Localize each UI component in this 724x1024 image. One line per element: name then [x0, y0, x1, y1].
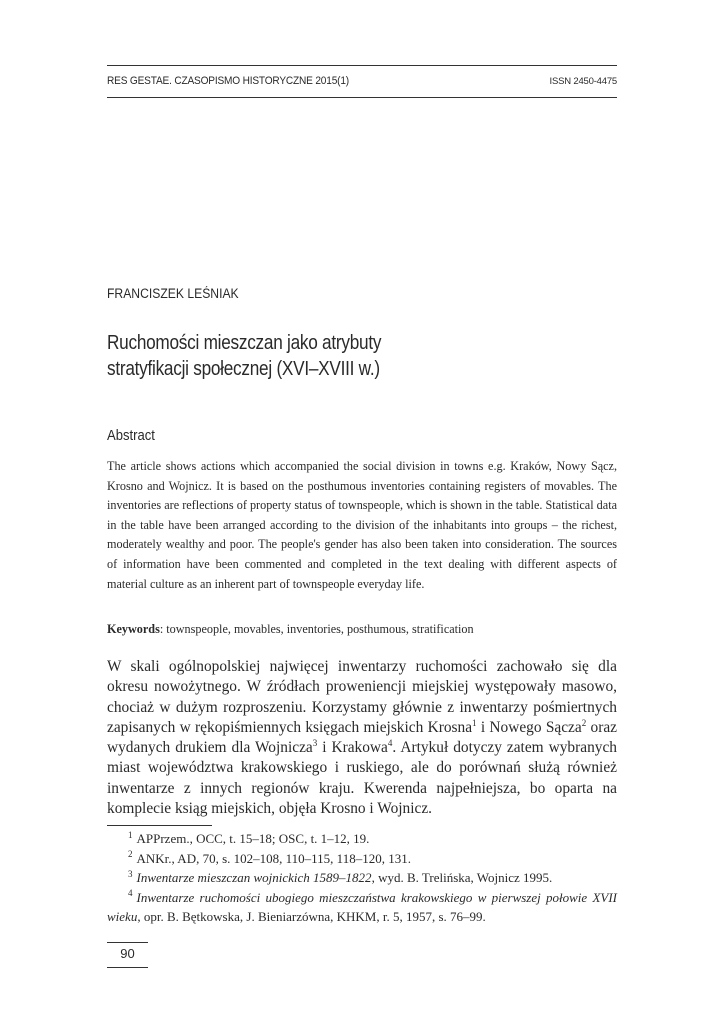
abstract-heading: Abstract: [107, 428, 155, 444]
page-number-bottom-rule: [107, 967, 148, 968]
footnote-ref-3[interactable]: 3: [312, 738, 318, 749]
footnote-1: [107, 829, 617, 849]
footnote-rule: [107, 825, 212, 826]
footnote-source-title: Inwentarze ruchomości ubogiego mieszczaństwa krakowskiego w pierwszej połowie XVII wieku: [107, 889, 617, 924]
footnote-source-title: Inwentarze mieszczan wojnickich 1589–1822: [136, 870, 372, 885]
footnote-number: 4: [128, 888, 133, 899]
footnote-text: APPrzem., OCC, t. 15–18; OSC, t. 1–12, 19.: [136, 831, 370, 846]
footnote-3: [107, 868, 617, 888]
body-text-5: . Artykuł dotyczy zatem wybranych miast województwa krakowskiego i ruskiego, ale do porównań służą również inwentarze z innych regionów kraju. Kwerenda najpełniejsza, bo oparta na komplecie ksiąg miejskich, objęła Krosno i Wojnicz.: [107, 739, 617, 818]
abstract-text: The article shows actions which accompanied the social division in towns e.g. Kraków, Nowy Sącz, Krosno and Wojnicz. It is based on the posthumous inventories containing registers of movables. The inventories are reflections of property status of townspeople, which is shown in the table. Statistical data in the table have been arranged according to the division of the inhabitants into groups – the richest, moderately wealthy and poor. The people's gender has also been taken into consideration. The sources of information have been commented and completed in the text dealing with different aspects of material culture as an inherent part of townspeople everyday life.: [107, 459, 617, 591]
header-bottom-rule: [107, 97, 617, 98]
footnotes: [107, 829, 617, 927]
footnote-4: [107, 888, 617, 927]
keywords-label: Keywords: [107, 622, 160, 636]
body-text-1: W skali ogólnopolskiej najwięcej inwentarzy ruchomości zachowało się dla okresu nowożytnego. W źródłach proweniencji miejskiej występowały masowo, chociaż w dużym rozproszeniu. Korzystamy głównie z inwentarzy pośmiertnych zapisanych w rękopiśmiennych księgach miejskich Krosna: [107, 658, 617, 736]
journal-title: RES GESTAE. CZASOPISMO HISTORYCZNE 2015(1): [107, 75, 349, 87]
page-number-top-rule: [107, 942, 148, 943]
title-line-1: Ruchomości mieszczan jako atrybuty: [107, 332, 382, 354]
keywords: [107, 620, 617, 639]
body-text-3: oraz wydanych drukiem dla Wojnicza: [107, 718, 617, 757]
body-text-2: i Nowego Sącza: [476, 718, 582, 736]
body-paragraph: [107, 657, 617, 819]
header-top-rule: [107, 65, 617, 66]
footnote-number: 3: [128, 868, 133, 879]
footnote-text: , opr. B. Bętkowska, J. Bieniarzówna, KHKM, r. 5, 1957, s. 76–99.: [137, 909, 486, 924]
keywords-text: : townspeople, movables, inventories, posthumous, stratification: [159, 622, 474, 636]
issn: ISSN 2450-4475: [549, 76, 617, 87]
body-text-4: i Krakowa: [317, 739, 388, 757]
footnote-text: , wyd. B. Trelińska, Wojnicz 1995.: [371, 870, 553, 885]
footnote-number: 2: [128, 849, 133, 860]
author-name: FRANCISZEK LEŚNIAK: [107, 286, 239, 301]
article-title: [107, 330, 468, 382]
footnote-ref-1[interactable]: 1: [472, 717, 477, 728]
footnote-2: [107, 849, 617, 869]
footnote-ref-4[interactable]: 4: [387, 738, 393, 749]
title-line-2: stratyfikacji społecznej (XVI–XVIII w.): [107, 358, 380, 380]
footnote-text: ANKr., AD, 70, s. 102–108, 110–115, 118–120, 131.: [136, 850, 411, 866]
footnote-ref-2[interactable]: 2: [581, 717, 587, 728]
footnote-number: 1: [128, 829, 133, 840]
page-number: 90: [120, 946, 135, 961]
